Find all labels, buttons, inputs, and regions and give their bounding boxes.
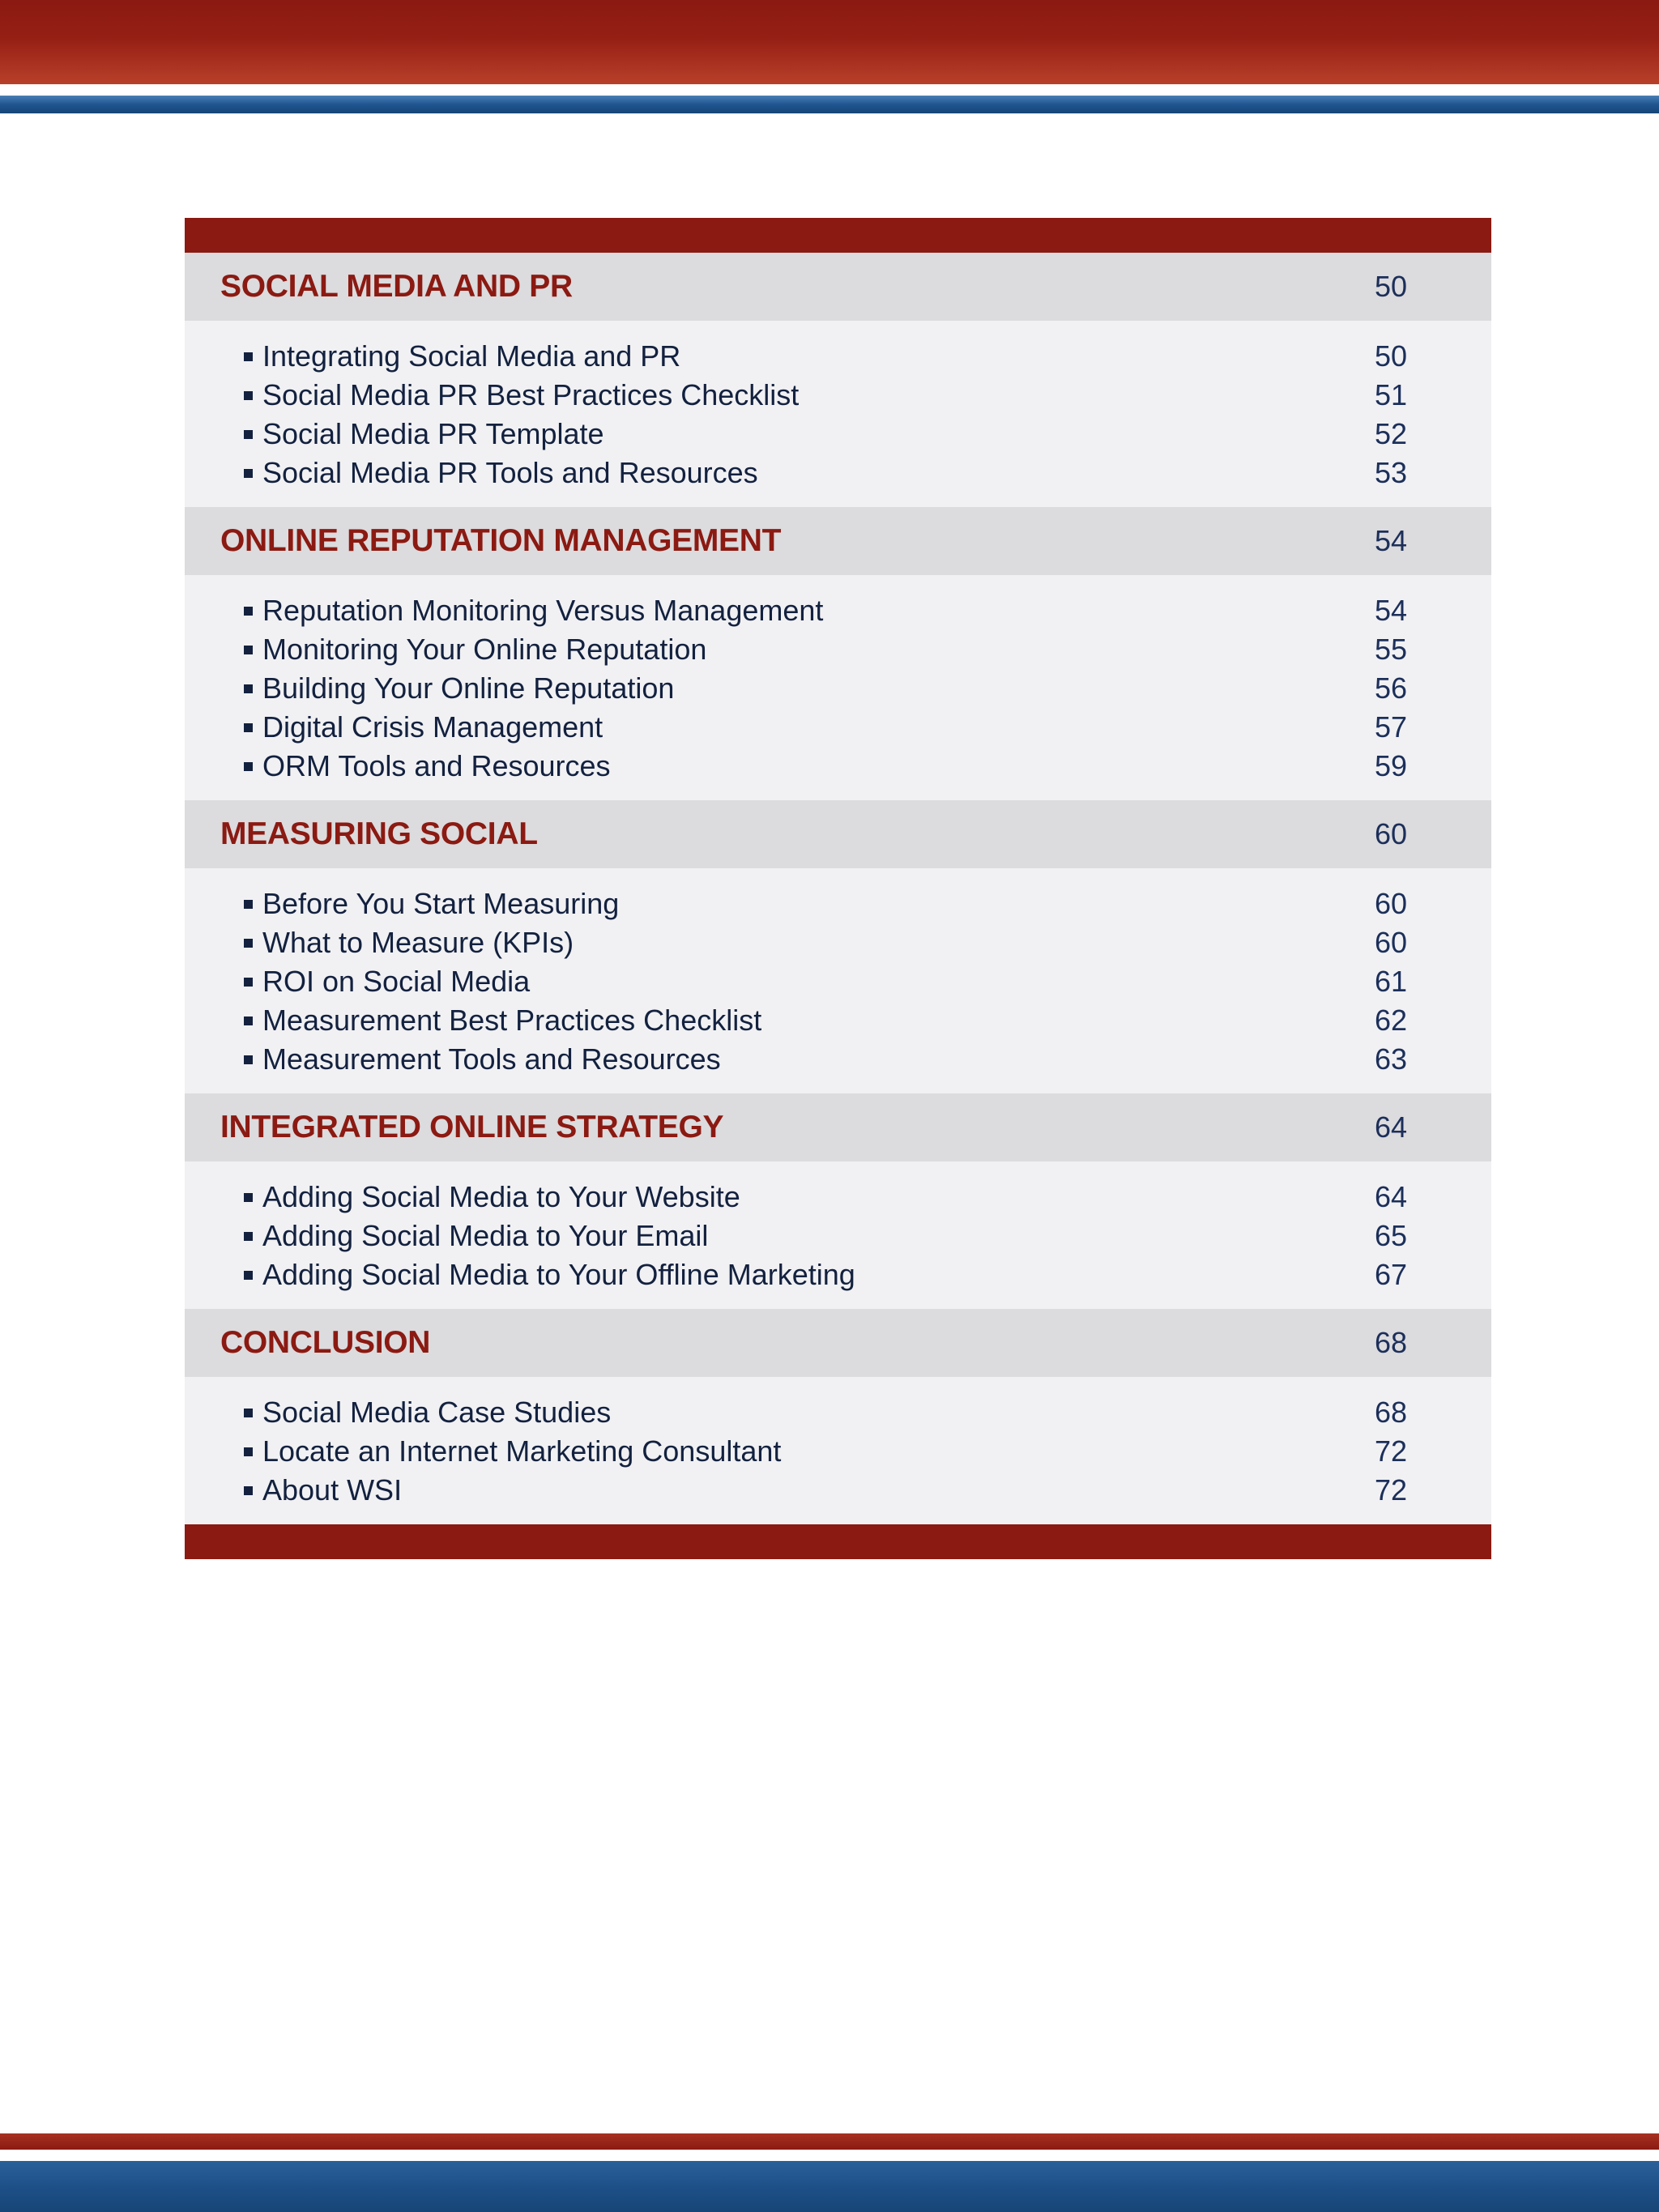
square-bullet-icon <box>244 391 253 400</box>
square-bullet-icon <box>244 646 253 654</box>
toc-item-label: ORM Tools and Resources <box>262 749 611 782</box>
section-page-number: 60 <box>1374 817 1407 850</box>
section-header[interactable] <box>185 800 1491 868</box>
toc-item-label: ROI on Social Media <box>262 965 531 998</box>
square-bullet-icon <box>244 352 253 361</box>
section-header[interactable] <box>185 253 1491 321</box>
section-header[interactable] <box>185 1309 1491 1377</box>
toc-section-measuring-social <box>185 800 1491 1093</box>
toc-bottom-cap <box>185 1524 1491 1559</box>
square-bullet-icon <box>244 1447 253 1456</box>
square-bullet-icon <box>244 1486 253 1495</box>
toc-item-label: About WSI <box>262 1473 403 1507</box>
square-bullet-icon <box>244 1055 253 1064</box>
top-band-gap <box>0 84 1659 96</box>
toc-item-label: Adding Social Media to Your Website <box>262 1180 740 1213</box>
square-bullet-icon <box>244 430 253 439</box>
toc-item[interactable] <box>185 630 1491 669</box>
square-bullet-icon <box>244 1232 253 1241</box>
toc-item-page-number: 67 <box>1374 1258 1407 1291</box>
toc-item-label: Adding Social Media to Your Email <box>262 1219 709 1252</box>
toc-item-page-number: 61 <box>1374 965 1407 998</box>
toc-item-label: Digital Crisis Management <box>262 710 603 744</box>
toc-item[interactable] <box>185 962 1491 1001</box>
toc-item[interactable] <box>185 454 1491 492</box>
toc-item-label: Integrating Social Media and PR <box>262 339 681 373</box>
square-bullet-icon <box>244 684 253 693</box>
toc-item-label: What to Measure (KPIs) <box>262 926 574 959</box>
section-page-number: 54 <box>1374 524 1407 557</box>
toc-item-page-number: 53 <box>1374 456 1407 489</box>
toc-item[interactable] <box>185 1001 1491 1040</box>
toc-item-label: Adding Social Media to Your Offline Marketing <box>262 1258 855 1291</box>
toc-item-label: Building Your Online Reputation <box>262 671 675 705</box>
toc-item-label: Social Media PR Template <box>262 417 604 450</box>
square-bullet-icon <box>244 1193 253 1202</box>
section-title: SOCIAL MEDIA AND PR <box>220 269 573 304</box>
toc-item-page-number: 51 <box>1374 378 1407 411</box>
square-bullet-icon <box>244 607 253 616</box>
section-header[interactable] <box>185 1093 1491 1161</box>
toc-item-page-number: 64 <box>1374 1180 1407 1213</box>
toc-item-page-number: 62 <box>1374 1004 1407 1037</box>
toc-item-page-number: 72 <box>1374 1434 1407 1468</box>
toc-item-page-number: 60 <box>1374 887 1407 920</box>
toc-item[interactable] <box>185 884 1491 923</box>
toc-item-label: Monitoring Your Online Reputation <box>262 633 707 666</box>
toc-item-label: Before You Start Measuring <box>262 887 620 920</box>
toc-item[interactable] <box>185 1393 1491 1432</box>
section-page-number: 68 <box>1374 1326 1407 1359</box>
toc-item-label: Social Media PR Tools and Resources <box>262 456 758 489</box>
section-items <box>185 868 1491 1093</box>
section-title: MEASURING SOCIAL <box>220 816 538 851</box>
toc-item[interactable] <box>185 1178 1491 1217</box>
square-bullet-icon <box>244 469 253 478</box>
section-items <box>185 321 1491 507</box>
table-of-contents <box>185 218 1491 1559</box>
toc-item-label: Reputation Monitoring Versus Management <box>262 594 824 627</box>
toc-top-cap <box>185 218 1491 253</box>
bottom-blue-band <box>0 2161 1659 2212</box>
square-bullet-icon <box>244 939 253 948</box>
toc-item[interactable] <box>185 669 1491 708</box>
toc-item-page-number: 65 <box>1374 1219 1407 1252</box>
toc-item-page-number: 52 <box>1374 417 1407 450</box>
section-items <box>185 1161 1491 1309</box>
toc-item[interactable] <box>185 1432 1491 1471</box>
section-items <box>185 1377 1491 1524</box>
toc-item-label: Social Media PR Best Practices Checklist <box>262 378 800 411</box>
toc-item-page-number: 68 <box>1374 1396 1407 1429</box>
toc-item-label: Locate an Internet Marketing Consultant <box>262 1434 782 1468</box>
section-page-number: 50 <box>1374 270 1407 303</box>
toc-item-page-number: 56 <box>1374 671 1407 705</box>
toc-item[interactable] <box>185 708 1491 747</box>
toc-item-page-number: 60 <box>1374 926 1407 959</box>
section-header[interactable] <box>185 507 1491 575</box>
toc-item[interactable] <box>185 923 1491 962</box>
toc-item-page-number: 59 <box>1374 749 1407 782</box>
toc-item-page-number: 50 <box>1374 339 1407 373</box>
square-bullet-icon <box>244 978 253 987</box>
toc-item[interactable] <box>185 1255 1491 1294</box>
toc-section-social-media-and-pr <box>185 253 1491 507</box>
toc-item[interactable] <box>185 415 1491 454</box>
section-title: INTEGRATED ONLINE STRATEGY <box>220 1110 724 1144</box>
toc-section-conclusion <box>185 1309 1491 1524</box>
toc-item[interactable] <box>185 747 1491 786</box>
section-title: CONCLUSION <box>220 1325 431 1360</box>
toc-item[interactable] <box>185 376 1491 415</box>
toc-item[interactable] <box>185 1040 1491 1079</box>
square-bullet-icon <box>244 1271 253 1280</box>
section-items <box>185 575 1491 800</box>
section-page-number: 64 <box>1374 1110 1407 1144</box>
top-red-band <box>0 0 1659 84</box>
toc-item[interactable] <box>185 1217 1491 1255</box>
square-bullet-icon <box>244 723 253 732</box>
toc-item-label: Social Media Case Studies <box>262 1396 612 1429</box>
toc-item-page-number: 72 <box>1374 1473 1407 1507</box>
bottom-band-gap <box>0 2150 1659 2161</box>
toc-item-page-number: 57 <box>1374 710 1407 744</box>
section-title: ONLINE REPUTATION MANAGEMENT <box>220 523 782 558</box>
toc-item-label: Measurement Best Practices Checklist <box>262 1004 762 1037</box>
toc-item-page-number: 55 <box>1374 633 1407 666</box>
bottom-red-band <box>0 2133 1659 2150</box>
toc-item-page-number: 54 <box>1374 594 1407 627</box>
top-blue-band <box>0 96 1659 113</box>
toc-section-online-reputation-management <box>185 507 1491 800</box>
square-bullet-icon <box>244 762 253 771</box>
toc-item-page-number: 63 <box>1374 1042 1407 1076</box>
toc-item[interactable] <box>185 1471 1491 1510</box>
toc-section-integrated-online-strategy <box>185 1093 1491 1309</box>
square-bullet-icon <box>244 1409 253 1417</box>
toc-item[interactable] <box>185 591 1491 630</box>
toc-item-label: Measurement Tools and Resources <box>262 1042 721 1076</box>
toc-item[interactable] <box>185 337 1491 376</box>
square-bullet-icon <box>244 1016 253 1025</box>
square-bullet-icon <box>244 900 253 909</box>
